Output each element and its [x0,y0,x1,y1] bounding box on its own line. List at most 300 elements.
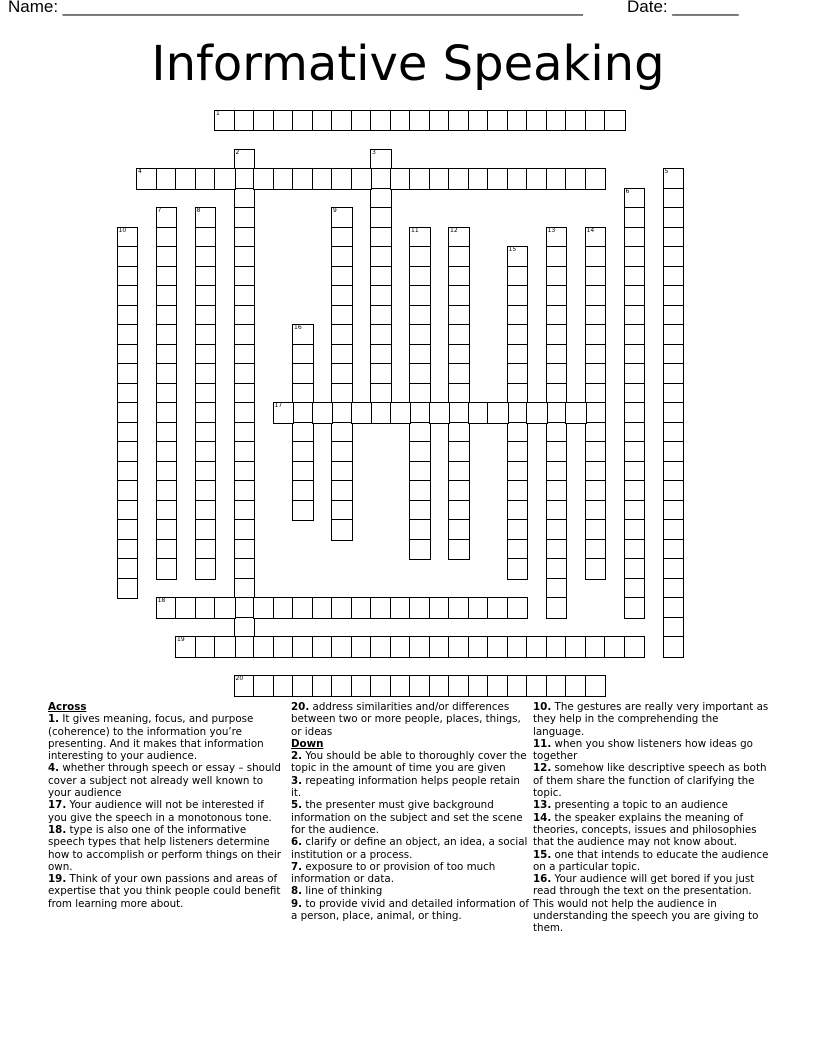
grid-cell[interactable] [331,246,353,268]
grid-cell[interactable] [663,597,685,619]
grid-cell[interactable] [253,636,275,658]
grid-cell[interactable] [585,461,607,483]
grid-cell[interactable] [390,402,412,424]
grid-cell[interactable] [663,500,685,522]
grid-cell[interactable] [234,246,256,268]
grid-cell[interactable] [663,344,685,366]
grid-cell[interactable] [585,539,607,561]
grid-cell[interactable] [624,402,646,424]
grid-cell[interactable] [370,227,392,249]
grid-cell[interactable] [370,207,392,229]
grid-cell[interactable] [351,402,373,424]
grid-cell[interactable] [663,636,685,658]
grid-cell[interactable] [409,539,431,561]
grid-cell[interactable] [429,636,451,658]
grid-cell[interactable] [448,305,470,327]
grid-cell[interactable] [117,285,139,307]
grid-cell[interactable] [468,636,490,658]
grid-cell[interactable] [663,324,685,346]
grid-cell[interactable] [214,110,236,132]
grid-cell[interactable] [546,422,568,444]
grid-cell[interactable] [195,539,217,561]
grid-cell[interactable] [370,149,392,171]
grid-cell[interactable] [507,636,529,658]
grid-cell[interactable] [507,461,529,483]
grid-cell[interactable] [117,344,139,366]
grid-cell[interactable] [117,441,139,463]
grid-cell[interactable] [546,558,568,580]
grid-cell[interactable] [468,597,490,619]
grid-cell[interactable] [117,383,139,405]
grid-cell[interactable] [546,636,568,658]
grid-cell[interactable] [409,110,431,132]
grid-cell[interactable] [331,363,353,385]
grid-cell[interactable] [409,441,431,463]
grid-cell[interactable] [526,636,548,658]
grid-cell[interactable] [292,110,314,132]
grid-cell[interactable] [624,227,646,249]
grid-cell[interactable] [370,246,392,268]
grid-cell[interactable] [507,363,529,385]
grid-cell[interactable] [429,110,451,132]
grid-cell[interactable] [273,110,295,132]
grid-cell[interactable] [331,422,353,444]
grid-cell[interactable] [156,168,178,190]
grid-cell[interactable] [370,266,392,288]
grid-cell[interactable] [624,363,646,385]
grid-cell[interactable] [234,578,256,600]
grid-cell[interactable] [156,324,178,346]
grid-cell[interactable] [117,266,139,288]
grid-cell[interactable] [448,402,470,424]
grid-cell[interactable] [195,227,217,249]
date-line[interactable]: _______ [672,0,739,16]
grid-cell[interactable] [585,480,607,502]
grid-cell[interactable] [195,168,217,190]
grid-cell[interactable] [448,266,470,288]
grid-cell[interactable] [507,246,529,268]
grid-cell[interactable] [507,285,529,307]
grid-cell[interactable] [448,168,470,190]
grid-cell[interactable] [234,461,256,483]
grid-cell[interactable] [273,636,295,658]
grid-cell[interactable] [526,402,548,424]
grid-cell[interactable] [370,363,392,385]
grid-cell[interactable] [234,617,256,639]
grid-cell[interactable] [331,402,353,424]
grid-cell[interactable] [234,227,256,249]
grid-cell[interactable] [487,402,509,424]
grid-cell[interactable] [507,500,529,522]
grid-cell[interactable] [351,168,373,190]
grid-cell[interactable] [624,636,646,658]
grid-cell[interactable] [663,285,685,307]
grid-cell[interactable] [292,168,314,190]
grid-cell[interactable] [663,207,685,229]
grid-cell[interactable] [663,227,685,249]
grid-cell[interactable] [214,597,236,619]
grid-cell[interactable] [546,168,568,190]
grid-cell[interactable] [663,461,685,483]
grid-cell[interactable] [117,305,139,327]
grid-cell[interactable] [234,305,256,327]
grid-cell[interactable] [312,675,334,697]
grid-cell[interactable] [331,675,353,697]
grid-cell[interactable] [546,110,568,132]
grid-cell[interactable] [312,168,334,190]
grid-cell[interactable] [156,539,178,561]
grid-cell[interactable] [195,363,217,385]
grid-cell[interactable] [624,539,646,561]
grid-cell[interactable] [624,578,646,600]
grid-cell[interactable] [663,617,685,639]
grid-cell[interactable] [624,519,646,541]
grid-cell[interactable] [292,402,314,424]
grid-cell[interactable] [195,207,217,229]
grid-cell[interactable] [663,188,685,210]
grid-cell[interactable] [117,227,139,249]
grid-cell[interactable] [331,383,353,405]
grid-cell[interactable] [604,110,626,132]
grid-cell[interactable] [526,168,548,190]
grid-cell[interactable] [292,597,314,619]
grid-cell[interactable] [312,597,334,619]
grid-cell[interactable] [195,246,217,268]
grid-cell[interactable] [156,422,178,444]
grid-cell[interactable] [253,675,275,697]
grid-cell[interactable] [195,636,217,658]
grid-cell[interactable] [370,402,392,424]
grid-cell[interactable] [448,461,470,483]
grid-cell[interactable] [507,519,529,541]
grid-cell[interactable] [409,344,431,366]
grid-cell[interactable] [624,422,646,444]
grid-cell[interactable] [507,441,529,463]
grid-cell[interactable] [234,363,256,385]
grid-cell[interactable] [546,246,568,268]
grid-cell[interactable] [448,422,470,444]
grid-cell[interactable] [390,636,412,658]
grid-cell[interactable] [331,227,353,249]
grid-cell[interactable] [429,597,451,619]
grid-cell[interactable] [585,363,607,385]
grid-cell[interactable] [409,363,431,385]
grid-cell[interactable] [234,597,256,619]
grid-cell[interactable] [331,441,353,463]
grid-cell[interactable] [604,636,626,658]
grid-cell[interactable] [234,149,256,171]
grid-cell[interactable] [487,110,509,132]
grid-cell[interactable] [234,188,256,210]
grid-cell[interactable] [585,500,607,522]
grid-cell[interactable] [351,110,373,132]
grid-cell[interactable] [195,461,217,483]
grid-cell[interactable] [156,383,178,405]
grid-cell[interactable] [507,558,529,580]
grid-cell[interactable] [448,324,470,346]
grid-cell[interactable] [546,324,568,346]
grid-cell[interactable] [487,597,509,619]
grid-cell[interactable] [331,636,353,658]
grid-cell[interactable] [507,344,529,366]
grid-cell[interactable] [585,344,607,366]
grid-cell[interactable] [663,539,685,561]
grid-cell[interactable] [195,285,217,307]
grid-cell[interactable] [175,636,197,658]
grid-cell[interactable] [429,168,451,190]
grid-cell[interactable] [312,110,334,132]
grid-cell[interactable] [585,441,607,463]
grid-cell[interactable] [663,578,685,600]
grid-cell[interactable] [565,110,587,132]
grid-cell[interactable] [409,383,431,405]
grid-cell[interactable] [253,597,275,619]
grid-cell[interactable] [468,402,490,424]
grid-cell[interactable] [195,266,217,288]
grid-cell[interactable] [253,168,275,190]
grid-cell[interactable] [507,402,529,424]
grid-cell[interactable] [234,207,256,229]
grid-cell[interactable] [546,500,568,522]
grid-cell[interactable] [331,324,353,346]
grid-cell[interactable] [565,636,587,658]
grid-cell[interactable] [195,480,217,502]
grid-cell[interactable] [585,168,607,190]
grid-cell[interactable] [624,246,646,268]
grid-cell[interactable] [156,246,178,268]
grid-cell[interactable] [624,480,646,502]
grid-cell[interactable] [448,441,470,463]
grid-cell[interactable] [585,110,607,132]
grid-cell[interactable] [195,344,217,366]
grid-cell[interactable] [331,266,353,288]
grid-cell[interactable] [507,597,529,619]
grid-cell[interactable] [156,597,178,619]
grid-cell[interactable] [448,480,470,502]
grid-cell[interactable] [234,402,256,424]
grid-cell[interactable] [448,344,470,366]
grid-cell[interactable] [507,480,529,502]
grid-cell[interactable] [117,480,139,502]
grid-cell[interactable] [507,110,529,132]
grid-cell[interactable] [370,383,392,405]
grid-cell[interactable] [234,500,256,522]
grid-cell[interactable] [156,558,178,580]
grid-cell[interactable] [175,597,197,619]
grid-cell[interactable] [663,519,685,541]
grid-cell[interactable] [546,461,568,483]
grid-cell[interactable] [273,402,295,424]
grid-cell[interactable] [624,597,646,619]
grid-cell[interactable] [546,344,568,366]
grid-cell[interactable] [331,461,353,483]
grid-cell[interactable] [663,383,685,405]
grid-cell[interactable] [351,636,373,658]
grid-cell[interactable] [214,636,236,658]
grid-cell[interactable] [585,305,607,327]
grid-cell[interactable] [234,324,256,346]
grid-cell[interactable] [663,246,685,268]
grid-cell[interactable] [409,675,431,697]
grid-cell[interactable] [624,461,646,483]
grid-cell[interactable] [156,480,178,502]
grid-cell[interactable] [195,383,217,405]
grid-cell[interactable] [195,441,217,463]
grid-cell[interactable] [546,266,568,288]
grid-cell[interactable] [370,344,392,366]
grid-cell[interactable] [273,168,295,190]
grid-cell[interactable] [546,305,568,327]
grid-cell[interactable] [234,168,256,190]
grid-cell[interactable] [663,402,685,424]
grid-cell[interactable] [195,500,217,522]
grid-cell[interactable] [624,344,646,366]
grid-cell[interactable] [507,383,529,405]
grid-cell[interactable] [331,500,353,522]
grid-cell[interactable] [409,324,431,346]
grid-cell[interactable] [448,500,470,522]
grid-cell[interactable] [409,597,431,619]
grid-cell[interactable] [624,285,646,307]
grid-cell[interactable] [663,441,685,463]
grid-cell[interactable] [370,636,392,658]
grid-cell[interactable] [273,597,295,619]
grid-cell[interactable] [663,168,685,190]
grid-cell[interactable] [663,266,685,288]
grid-cell[interactable] [624,305,646,327]
grid-cell[interactable] [546,441,568,463]
grid-cell[interactable] [331,168,353,190]
grid-cell[interactable] [546,597,568,619]
grid-cell[interactable] [624,441,646,463]
grid-cell[interactable] [409,305,431,327]
grid-cell[interactable] [487,675,509,697]
grid-cell[interactable] [273,675,295,697]
grid-cell[interactable] [663,558,685,580]
grid-cell[interactable] [292,636,314,658]
grid-cell[interactable] [390,597,412,619]
grid-cell[interactable] [390,675,412,697]
grid-cell[interactable] [292,344,314,366]
grid-cell[interactable] [370,324,392,346]
grid-cell[interactable] [624,558,646,580]
grid-cell[interactable] [585,558,607,580]
grid-cell[interactable] [409,227,431,249]
grid-cell[interactable] [487,636,509,658]
grid-cell[interactable] [117,246,139,268]
grid-cell[interactable] [409,461,431,483]
grid-cell[interactable] [234,519,256,541]
grid-cell[interactable] [331,344,353,366]
grid-cell[interactable] [565,675,587,697]
grid-cell[interactable] [234,344,256,366]
grid-cell[interactable] [292,480,314,502]
grid-cell[interactable] [234,636,256,658]
grid-cell[interactable] [156,285,178,307]
grid-cell[interactable] [312,636,334,658]
grid-cell[interactable] [624,500,646,522]
grid-cell[interactable] [195,519,217,541]
grid-cell[interactable] [448,519,470,541]
grid-cell[interactable] [292,675,314,697]
grid-cell[interactable] [331,207,353,229]
grid-cell[interactable] [331,597,353,619]
grid-cell[interactable] [136,168,158,190]
grid-cell[interactable] [117,500,139,522]
grid-cell[interactable] [253,110,275,132]
grid-cell[interactable] [585,636,607,658]
grid-cell[interactable] [195,305,217,327]
grid-cell[interactable] [585,324,607,346]
grid-cell[interactable] [331,305,353,327]
grid-cell[interactable] [370,168,392,190]
grid-cell[interactable] [468,168,490,190]
grid-cell[interactable] [117,402,139,424]
grid-cell[interactable] [585,402,607,424]
grid-cell[interactable] [409,402,431,424]
grid-cell[interactable] [468,110,490,132]
grid-cell[interactable] [448,597,470,619]
grid-cell[interactable] [585,422,607,444]
grid-cell[interactable] [448,246,470,268]
grid-cell[interactable] [507,422,529,444]
grid-cell[interactable] [331,480,353,502]
grid-cell[interactable] [370,675,392,697]
grid-cell[interactable] [234,110,256,132]
grid-cell[interactable] [156,363,178,385]
grid-cell[interactable] [156,519,178,541]
grid-cell[interactable] [565,168,587,190]
grid-cell[interactable] [234,266,256,288]
grid-cell[interactable] [156,266,178,288]
grid-cell[interactable] [448,383,470,405]
grid-cell[interactable] [546,383,568,405]
grid-cell[interactable] [409,168,431,190]
grid-cell[interactable] [234,675,256,697]
grid-cell[interactable] [292,383,314,405]
grid-cell[interactable] [409,285,431,307]
grid-cell[interactable] [351,675,373,697]
grid-cell[interactable] [624,383,646,405]
grid-cell[interactable] [214,168,236,190]
grid-cell[interactable] [546,519,568,541]
grid-cell[interactable] [585,246,607,268]
grid-cell[interactable] [156,305,178,327]
grid-cell[interactable] [156,402,178,424]
name-line[interactable]: _______________________________________________________ [62,0,583,16]
grid-cell[interactable] [624,324,646,346]
grid-cell[interactable] [292,441,314,463]
grid-cell[interactable] [117,558,139,580]
grid-cell[interactable] [507,675,529,697]
grid-cell[interactable] [448,636,470,658]
grid-cell[interactable] [195,597,217,619]
grid-cell[interactable] [624,188,646,210]
grid-cell[interactable] [448,363,470,385]
grid-cell[interactable] [292,500,314,522]
grid-cell[interactable] [663,363,685,385]
grid-cell[interactable] [370,305,392,327]
grid-cell[interactable] [390,110,412,132]
grid-cell[interactable] [156,227,178,249]
grid-cell[interactable] [663,422,685,444]
grid-cell[interactable] [370,188,392,210]
grid-cell[interactable] [585,227,607,249]
grid-cell[interactable] [234,539,256,561]
grid-cell[interactable] [546,363,568,385]
grid-cell[interactable] [195,422,217,444]
grid-cell[interactable] [448,110,470,132]
